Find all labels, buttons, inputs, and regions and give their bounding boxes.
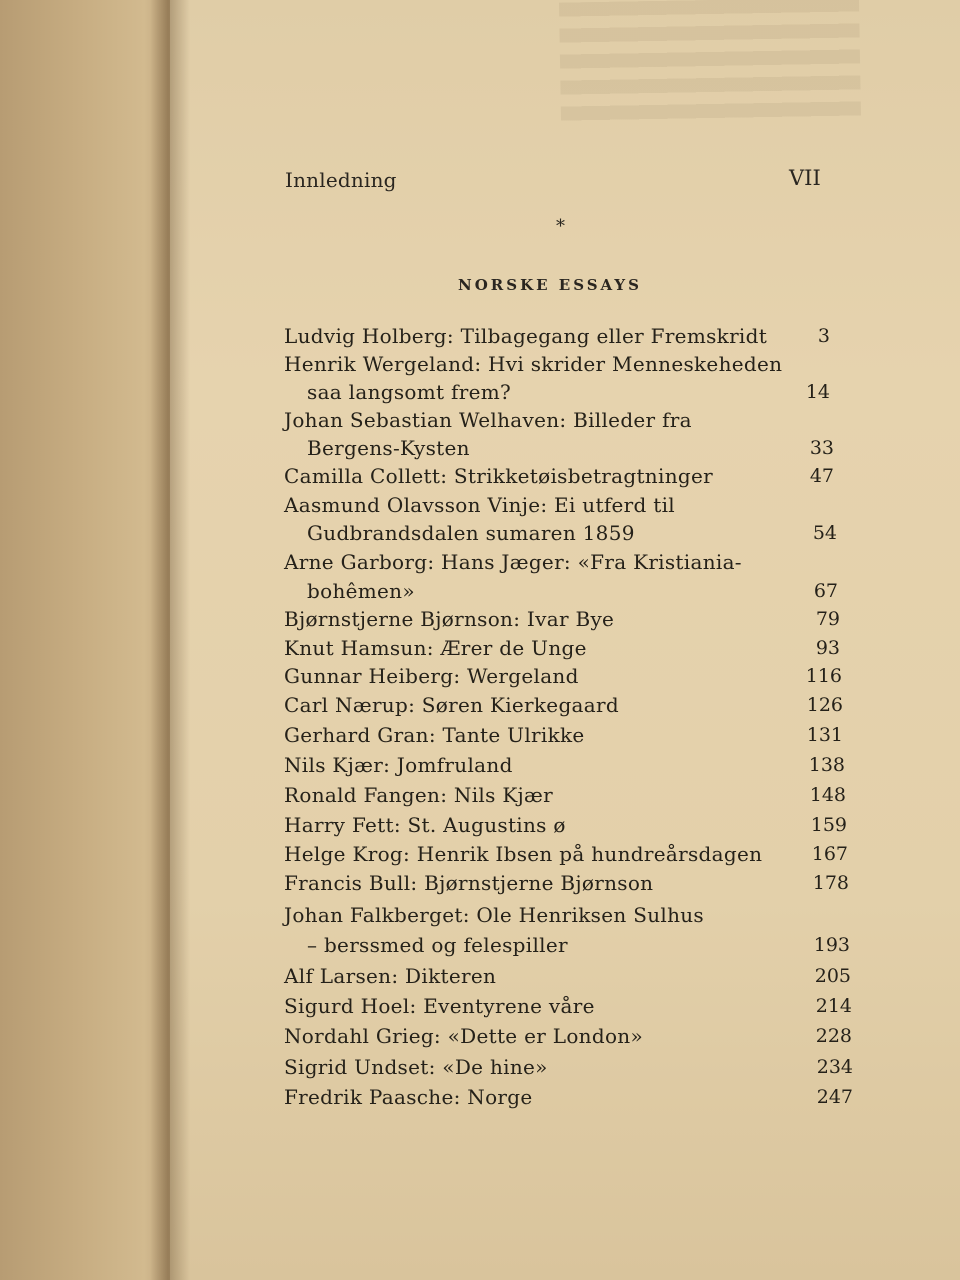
toc-entry [0,406,960,434]
toc-entry [0,992,960,1020]
toc-entry [0,662,960,690]
toc-entry [0,350,960,378]
toc-entry-title-continued: – berssmed og felespiller [307,933,568,957]
toc-entry-title: Henrik Wergeland: Hvi skrider Menneskeheden [284,352,783,376]
toc-entry-title: Bjørnstjerne Bjørnson: Ivar Bye [284,607,615,631]
toc-entry-continuation [0,931,960,959]
toc-entry-title: Johan Falkberget: Ole Henriksen Sulhus [284,903,704,927]
bleed-through-text [559,0,861,123]
toc-entry [0,962,960,990]
toc-entry-title: Aasmund Olavsson Vinje: Ei utferd til [284,493,676,517]
toc-entry-title-continued: Gudbrandsdalen sumaren 1859 [307,521,635,545]
page-number-roman: VII [789,166,821,190]
toc-page-number: 33 [809,437,834,459]
toc-page-number: 193 [813,934,850,956]
toc-entry-title: Sigrid Undset: «De hine» [284,1055,548,1079]
toc-page-number: 93 [815,637,840,659]
toc-entry-title: Harry Fett: St. Augustins ø [284,813,566,837]
toc-page-number: 126 [806,694,843,716]
toc-entry [0,1022,960,1050]
toc-entry-title: Johan Sebastian Welhaven: Billeder fra [284,408,692,432]
toc-entry-title: Gunnar Heiberg: Wergeland [284,664,579,688]
toc-entry-continuation [0,577,960,605]
toc-entry [0,1083,960,1111]
toc-entry-continuation [0,519,960,547]
toc-entry [0,751,960,779]
toc-page-number: 3 [817,325,830,347]
toc-entry-continuation [0,434,960,462]
toc-page-number: 148 [809,784,846,806]
toc-page-number: 131 [806,724,843,746]
toc-entry-title: Francis Bull: Bjørnstjerne Bjørnson [284,871,654,895]
toc-entry-title-continued: Bergens-Kysten [307,436,470,460]
toc-page-number: 79 [815,608,840,630]
toc-entry-title: Arne Garborg: Hans Jæger: «Fra Kristiania- [284,550,742,574]
toc-page-number: 228 [815,1025,852,1047]
toc-entry-title: Helge Krog: Henrik Ibsen på hundreårsdagen [284,842,763,866]
toc-page-number: 159 [810,814,847,836]
toc-entry-title: Fredrik Paasche: Norge [284,1085,533,1109]
toc-entry [0,605,960,633]
toc-entry [0,901,960,929]
toc-page-number: 67 [813,580,838,602]
toc-entry [0,691,960,719]
toc-entry-title: Ludvig Holberg: Tilbagegang eller Fremskridt [284,324,768,348]
toc-entry [0,634,960,662]
toc-page-number: 178 [812,872,849,894]
toc-entry [0,811,960,839]
running-head: Innledning [285,168,397,192]
asterisk-ornament: * [556,216,565,237]
toc-page-number: 54 [812,522,837,544]
toc-page-number: 167 [811,843,848,865]
toc-entry-title: Nils Kjær: Jomfruland [284,753,513,777]
toc-page-number: 14 [805,381,830,403]
toc-page-number: 214 [815,995,852,1017]
toc-entry [0,491,960,519]
toc-entry-title: Camilla Collett: Strikketøisbetragtninger [284,464,713,488]
toc-entry [0,1053,960,1081]
toc-page-number: 138 [808,754,845,776]
toc-page-number: 116 [805,665,842,687]
toc-entry-title: Ronald Fangen: Nils Kjær [284,783,554,807]
toc-entry-title: Nordahl Grieg: «Dette er London» [284,1024,644,1048]
section-title: NORSKE ESSAYS [458,276,642,294]
toc-entry [0,781,960,809]
toc-entry [0,548,960,576]
toc-entry-title: Knut Hamsun: Ærer de Unge [284,636,587,660]
toc-entry-title: Carl Nærup: Søren Kierkegaard [284,693,619,717]
toc-entry-title: Sigurd Hoel: Eventyrene våre [284,994,595,1018]
toc-entry-title-continued: saa langsomt frem? [307,380,512,404]
toc-page-number: 247 [816,1086,853,1108]
toc-entry [0,322,960,350]
toc-entry [0,840,960,868]
toc-entry-title: Alf Larsen: Dikteren [284,964,497,988]
toc-entry-title: Gerhard Gran: Tante Ulrikke [284,723,585,747]
toc-page-number: 234 [816,1056,853,1078]
toc-entry [0,462,960,490]
toc-page-number: 47 [809,465,834,487]
toc-page-number: 205 [814,965,851,987]
toc-entry [0,869,960,897]
toc-entry [0,721,960,749]
toc-entry-continuation [0,378,960,406]
toc-entry-title-continued: bohêmen» [307,579,415,603]
